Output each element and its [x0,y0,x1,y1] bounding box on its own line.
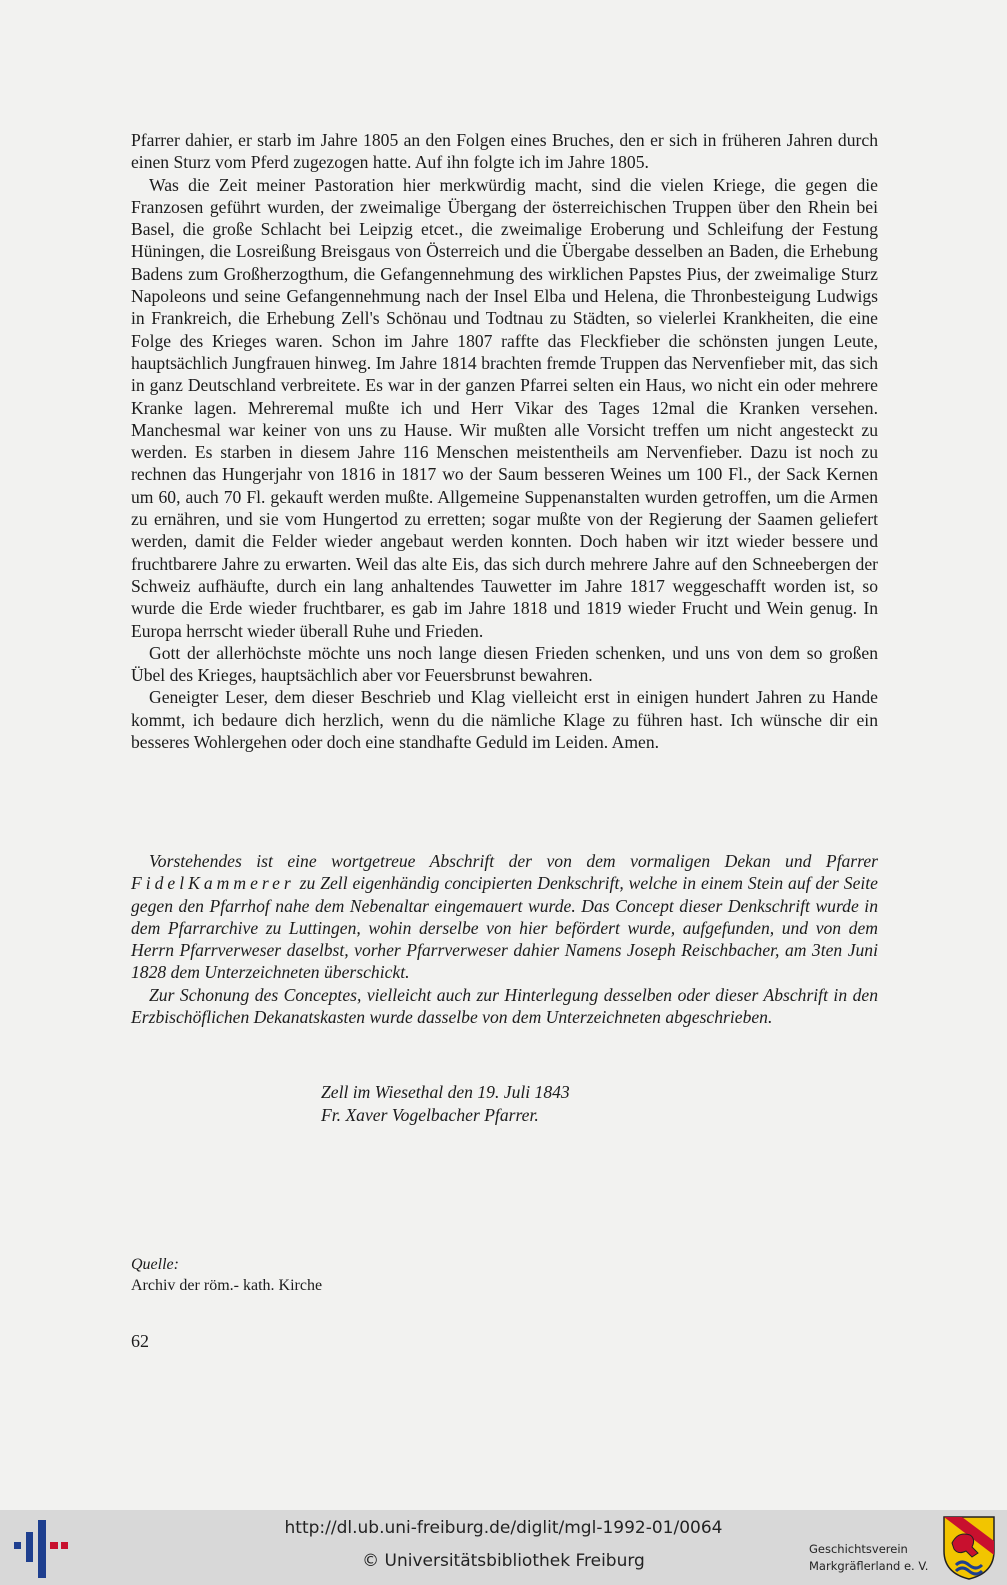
coat-of-arms-icon [942,1515,996,1581]
note-p1-after: zu Zell eigenhändig concipierten Denkschrift, welche in einem Stein auf der Seite gegen den Pfarrhof nahe dem Nebenaltar eingemauert wurde. Das Concept dieser Denkschrift wurde in dem Pfarrarchive zu Luttingen, wohin derselbe von hier befördert wurde, aufgefunden, und von dem Herrn Pfarrverweser daselbst, vorher Pfarrverweser dahier Namens Joseph Reischbacher, am 3ten Juni 1828 dem Unterzeichneten überschickt. [131,873,878,983]
note-p1-before: Vorstehendes ist eine wortgetreue Abschrift der von dem vormaligen Dekan und Pfarrer [149,851,878,871]
page-number: 62 [131,1331,149,1351]
paragraph-3: Gott der allerhöchste möchte uns noch lange diesen Frieden schenken, und uns von dem so großen Übel des Krieges, hauptsächlich aber vor Feuersbrunst bewahren. [131,642,878,686]
signature-place-date: Zell im Wiesethal den 19. Juli 1843 [321,1082,570,1102]
footer-bar [0,1510,1007,1585]
source-label: Quelle: [131,1256,179,1273]
signature-block [321,1081,570,1126]
footer-copyright: © Universitätsbibliothek Freiburg [362,1551,645,1571]
signature-name: Fr. Xaver Vogelbacher Pfarrer. [321,1104,539,1125]
note-paragraph-2: Zur Schonung des Conceptes, vielleicht auch zur Hinterlegung desselben oder dieser Abschrift in den Erzbischöflichen Dekanatskasten wurde dasselbe von dem Unterzeichneten abgeschrieben. [131,984,878,1028]
society-line-2: Markgräflerland e. V. [809,1559,929,1573]
note-paragraph-1 [131,850,878,984]
society-line-1: Geschichtsverein [809,1542,908,1556]
paragraph-4: Geneigter Leser, dem dieser Beschrieb und Klag vielleicht erst in einigen hundert Jahren zu Hande kommt, ich bedaure dich herzlich, wenn du die nämliche Klage zu führen hast. Ich wünsche dir ein besseres Wohlergehen oder doch eine standhafte Geduld im Leiden. Amen. [131,687,878,753]
source-text: Archiv der röm.- kath. Kirche [131,1277,323,1294]
paragraph-1: Pfarrer dahier, er starb im Jahre 1805 an den Folgen eines Bruches, den er sich in früheren Jahren durch einen Sturz vom Pferd zugezogen hatte. Auf ihn folgte ich im Jahre 1805. [131,130,878,173]
paragraph-2: Was die Zeit meiner Pastoration hier merkwürdig macht, sind die vielen Kriege, die gegen die Franzosen geführt wurden, der zweimalige Übergang der österreichischen Truppen über den Rhein bei Basel, die große Schlacht bei Leipzig etcet., die zweimalige Eroberung und Schleifung der Festung Hüningen, die Losreißung Breisgaus von Österreich und die Übergabe desselben an Baden, die Erhebung Badens zum Großherzogthum, die Gefangennehmung des wirklichen Papstes Pius, der zweimalige Sturz Napoleons und seine Gefangennehmung nach der Insel Elba und Helena, die Thronbesteigung Ludwigs in Frankreich, die Erhebung Zell's Schönau und Todtnau zu Städten, so vielerlei Krankheiten, die eine Folge des Krieges waren. Schon im Jahre 1807 raffte das Fleckfieber die schönsten jungen Leute, hauptsächlich Jungfrauen hinweg. Im Jahre 1814 brachten fremde Truppen das Nervenfieber mit, das sich in ganz Deutschland verbreitete. Es war in der ganzen Pfarrei selten ein Haus, wo nicht ein oder mehrere Kranke lagen. Mehreremal mußte ich und Herr Vikar des Tages 12mal die Kranken versehen. Manchesmal war keiner von uns zu Hause. Wir mußten alle Vorsicht treffen um nicht angesteckt zu werden. Es starben in diesem Jahre 116 Menschen meistentheils am Nervenfieber. Dazu ist noch zu rechnen das Hungerjahr von 1816 in 1817 wo der Saum besseren Weines um 100 Fl., der Sack Kernen um 60, auch 70 Fl. gekauft werden mußte. Allgemeine Suppenanstalten wurden getroffen, um die Armen zu ernähren, und sie vom Hungertod zu erretten; sogar mußte von der Regierung der Saamen geliefert werden, damit die Felder wieder angebaut werden konnten. Doch haben wir itzt wieder bessere und fruchtbarere Jahre zu erwarten. Weil das alte Eis, das sich durch mehrere Jahre auf den Schneebergen der Schweiz aufhäufte, durch ein lang anhaltendes Tauwetter im Jahre 1817 weggeschafft worden ist, so wurde die Erde wieder fruchtbarer, es gab im Jahre 1818 und 1819 wieder Frucht und Wein genug. In Europa herrscht wieder überall Ruhe und Frieden. [131,174,878,641]
source-block [131,1254,322,1296]
note-p1-name: FidelKammerer [131,873,295,894]
main-text [131,129,878,753]
footer-url-link[interactable]: http://dl.ub.uni-freiburg.de/diglit/mgl-1992-01/0064 [284,1518,723,1538]
society-name [809,1541,934,1575]
transcription-note [131,850,878,1028]
